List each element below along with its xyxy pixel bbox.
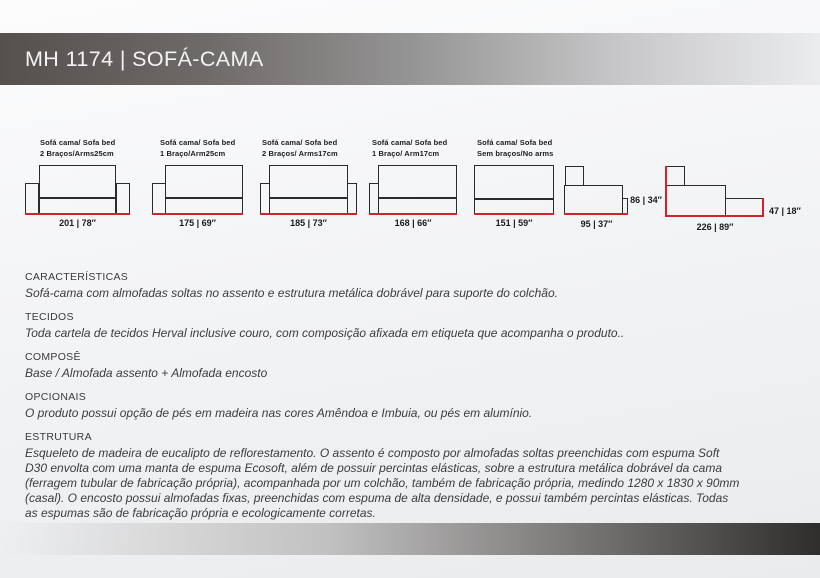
measurement-width: 185 | 73″: [290, 218, 327, 228]
diagram-sofa-1arm-25cm: [152, 165, 243, 228]
sofa-seat-line: [165, 197, 243, 199]
sofa-seat-line: [269, 197, 348, 199]
sofa-arm-left: [152, 183, 166, 214]
section-body: O produto possui opção de pés em madeira nas cores Amêndoa e Imbuia, ou pés em alumínio.: [25, 406, 533, 420]
section-heading: TECIDOS: [25, 311, 74, 323]
sofa-base-line: [369, 213, 457, 215]
sofa-backrest: [378, 165, 457, 214]
section-heading: COMPOSÊ: [25, 351, 81, 363]
footer-bar: [0, 523, 820, 555]
diagram-sofa-2arms-17cm: [260, 165, 357, 228]
sofa-arm-left: [25, 183, 39, 214]
sofa-backrest-profile: [665, 166, 685, 186]
sofa-backrest: [165, 165, 243, 214]
diagram-label-2arms-17cm: [262, 137, 338, 159]
bed-extension-top-line: [725, 198, 763, 199]
diagram-label-line2: Sem braços/No arms: [477, 149, 554, 158]
measurement-open-width: 226 | 89″: [696, 222, 734, 232]
measurement-width: 151 | 59″: [495, 218, 533, 228]
section-heading: OPCIONAIS: [25, 391, 87, 403]
diagram-label-no-arms: [477, 137, 553, 159]
sofa-base-line: [260, 213, 357, 215]
section-body: Sofá-cama com almofadas soltas no assento e estrutura metálica dobrável para suporte do colchão.: [25, 286, 558, 300]
diagram-label-line1: Sofá cama/ Sofa bed: [40, 138, 116, 147]
diagram-label-line2: 2 Braços/Arms25cm: [40, 149, 114, 158]
sofa-base-line: [152, 213, 243, 215]
sofa-arm-right: [116, 183, 130, 214]
section-opcionais: [25, 391, 740, 421]
measurement-width: 175 | 69″: [179, 218, 216, 228]
sofa-seat-line: [39, 197, 116, 199]
diagram-label-line1: Sofá cama/ Sofa bed: [477, 138, 553, 147]
sofa-body-profile: [564, 185, 623, 215]
diagram-sofa-no-arms: [474, 165, 554, 228]
page-title: MH 1174 | SOFÁ-CAMA: [25, 47, 264, 71]
diagram-label-line1: Sofá cama/ Sofa bed: [372, 138, 448, 147]
diagram-side-view-open: [665, 166, 765, 232]
diagram-label-line2: 1 Braço/ Arm17cm: [372, 149, 440, 158]
diagram-sofa-1arm-17cm: [369, 165, 457, 228]
measurement-height: 86 | 34″: [630, 195, 662, 205]
measurement-width: 168 | 66″: [394, 218, 432, 228]
measurement-width: 201 | 78″: [59, 218, 96, 228]
sofa-body-profile: [665, 185, 726, 217]
diagram-label-line1: Sofá cama/ Sofa bed: [262, 138, 338, 147]
sofa-arm-right: [347, 183, 357, 214]
sofa-height-line: [665, 166, 667, 217]
diagram-label-2arms-25cm: [40, 137, 115, 159]
diagram-label-line2: 1 Braço/Arm25cm: [160, 149, 226, 158]
section-body: Base / Almofada assento + Almofada encosto: [25, 366, 268, 380]
section-estrutura: [25, 431, 740, 521]
diagram-label-1arm-17cm: [372, 137, 447, 159]
sofa-base-line: [474, 213, 554, 215]
diagram-side-view-closed: [564, 166, 629, 229]
measurement-depth: 95 | 37″: [580, 219, 613, 229]
section-body: Toda cartela de tecidos Herval inclusive couro, com composição afixada em etiqueta que acompanha o produto..: [25, 326, 625, 340]
diagram-label-1arm-25cm: [160, 137, 235, 159]
bed-base-line: [665, 215, 764, 217]
diagram-sofa-2arms-25cm: [25, 165, 130, 228]
section-body: Esqueleto de madeira de eucalipto de reflorestamento. O assento é composto por almofadas soltas preenchidas com espuma Soft D30 envolta com uma manta de espuma Ecosoft, além de possuir percintas elásticas, sobre a estrutura metálica dobrável da cama (ferragem tubular de fabricação própria), acompanhada por um colchão, também de fabricação própria, medindo 1280 x 1830 x 90mm (casal). O encosto possui almofadas fixas, preenchidas com espuma de alta densidade, e possui também percintas elásticas. Todas as espumas são de fabricação própria e ecologicamente corretas.: [25, 446, 740, 520]
measurement-extension-height: 47 | 18″: [769, 206, 801, 216]
sofa-seat-line: [474, 198, 554, 200]
section-compose: [25, 351, 740, 381]
section-heading: CARACTERÍSTICAS: [25, 271, 129, 283]
sofa-seat-line: [378, 197, 457, 199]
sofa-backrest-profile: [565, 166, 584, 186]
sofa-base-line: [564, 213, 628, 215]
diagram-label-line2: 2 Braços/ Arms17cm: [262, 149, 338, 158]
section-caracteristicas: [25, 271, 740, 301]
page-header: [0, 33, 820, 85]
sofa-body: [474, 165, 554, 214]
sofa-backrest: [39, 165, 116, 214]
section-tecidos: [25, 311, 740, 341]
section-heading: ESTRUTURA: [25, 431, 92, 443]
sofa-backrest: [269, 165, 348, 214]
spec-sections: [25, 271, 740, 531]
sofa-base-line: [25, 213, 130, 215]
diagram-label-line1: Sofá cama/ Sofa bed: [160, 138, 236, 147]
